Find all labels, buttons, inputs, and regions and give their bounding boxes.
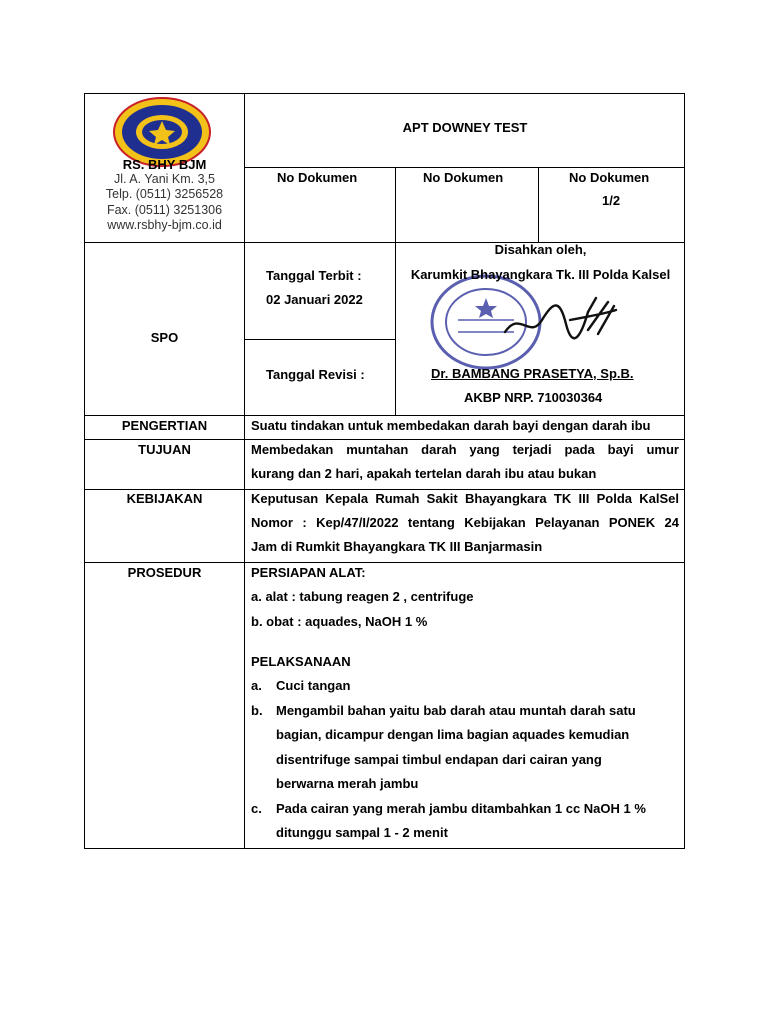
revision-date-label: Tanggal Revisi : (266, 367, 365, 382)
spo-document (84, 93, 685, 849)
step-line: bagian, dicampur dengan lima bagian aquades kemudian (276, 727, 630, 742)
tujuan-line: Membedakan muntahan darah yang terjadi pada bayi umur (251, 442, 679, 457)
obat-line: b. obat : aquades, NaOH 1 % (251, 614, 428, 629)
tujuan-line: kurang dan 2 hari, apakah tertelan darah ibu atau bukan (251, 466, 597, 481)
pengertian-text: Suatu tindakan untuk membedakan darah bayi dengan darah ibu (251, 418, 651, 433)
step-marker: b. (251, 703, 263, 718)
kebijakan-line: Keputusan Kepala Rumah Sakit Bhayangkara TK III Polda KalSel (251, 491, 679, 506)
column-divider (538, 167, 539, 242)
doc-page-label: No Dokumen (569, 170, 650, 185)
doc-revision-label: No Dokumen (423, 170, 504, 185)
doc-page-value: 1/2 (602, 193, 621, 208)
row-divider (244, 167, 685, 168)
persiapan-heading: PERSIAPAN ALAT: (251, 565, 366, 580)
approver-title: Karumkit Bhayangkara Tk. III Polda Kalsel (410, 267, 671, 282)
step-line: disentrifuge sampai timbul endapan dari cairan yang (276, 752, 602, 767)
approver-name: Dr. BAMBANG PRASETYA, Sp.B. (431, 366, 634, 381)
approver-rank: AKBP NRP. 710030364 (464, 390, 603, 405)
hospital-website: www.rsbhy-bjm.co.id (107, 218, 222, 232)
pengertian-label: PENGERTIAN (121, 418, 208, 433)
step-line: Mengambil bahan yaitu bab darah atau muntah darah satu (276, 703, 636, 718)
kebijakan-label: KEBIJAKAN (126, 491, 203, 506)
row-divider (85, 439, 685, 440)
spo-label: SPO (150, 330, 179, 345)
column-divider (244, 94, 245, 849)
step-line: berwarna merah jambu (276, 776, 419, 791)
hospital-phone: Telp. (0511) 3256528 (105, 187, 224, 201)
hospital-fax: Fax. (0511) 3251306 (106, 203, 223, 217)
row-divider (244, 339, 396, 340)
document-title: APT DOWNEY TEST (402, 120, 528, 135)
step-line: ditunggu sampal 1 - 2 menit (276, 825, 448, 840)
row-divider (85, 562, 685, 563)
approved-by: Disahkan oleh, (494, 242, 587, 257)
tujuan-label: TUJUAN (138, 442, 191, 457)
doc-number-label: No Dokumen (277, 170, 358, 185)
row-divider (85, 415, 685, 416)
hospital-address: Jl. A. Yani Km. 3,5 (114, 172, 215, 186)
step-marker: c. (251, 801, 262, 816)
kebijakan-line: Nomor : Kep/47/I/2022 tentang Kebijakan Pelayanan PONEK 24 (251, 515, 679, 530)
step-marker: a. (251, 678, 262, 693)
issue-date-value: 02 Januari 2022 (266, 292, 363, 307)
step-line: Cuci tangan (276, 678, 351, 693)
alat-line: a. alat : tabung reagen 2 , centrifuge (251, 589, 474, 604)
signature-icon (500, 290, 620, 350)
pelaksanaan-heading: PELAKSANAAN (251, 654, 351, 669)
step-line: Pada cairan yang merah jambu ditambahkan 1 cc NaOH 1 % (276, 801, 646, 816)
kebijakan-line: Jam di Rumkit Bhayangkara TK III Banjarmasin (251, 539, 543, 554)
issue-date-label: Tanggal Terbit : (266, 268, 362, 283)
row-divider (85, 489, 685, 490)
column-divider (395, 167, 396, 415)
prosedur-label: PROSEDUR (127, 565, 202, 580)
hospital-name: RS. BHY BJM (122, 157, 207, 172)
